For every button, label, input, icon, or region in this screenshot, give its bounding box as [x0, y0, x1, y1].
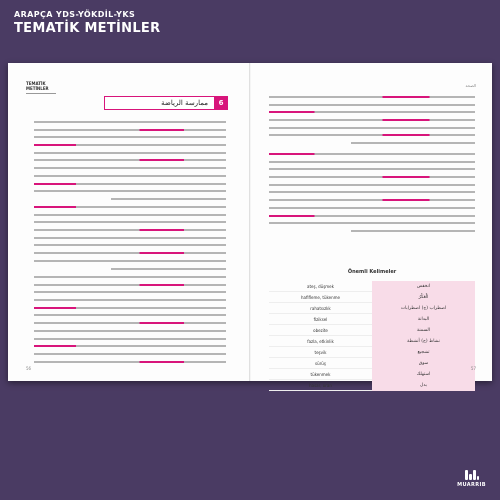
- left-page: [8, 63, 249, 381]
- publisher-logo: [457, 468, 486, 488]
- vocab-row: [269, 380, 475, 391]
- right-page-number: 57: [470, 366, 476, 371]
- badge-line-1: TEMATİK: [26, 81, 46, 86]
- open-book: [8, 63, 492, 388]
- vocab-arabic: بدل: [372, 380, 475, 391]
- vocab-row: [269, 281, 475, 292]
- vocab-arabic: الْعَكْرُ: [372, 292, 475, 303]
- series-badge: [26, 81, 56, 94]
- badge-line-2: METİNLER: [26, 86, 49, 91]
- vocab-row: [269, 336, 475, 347]
- section-title: ممارسة الرياضة: [161, 99, 208, 107]
- vocab-turkish: teşvik: [314, 349, 327, 355]
- vocab-row: [269, 369, 475, 380]
- publisher-name: MUARRIB: [457, 482, 486, 488]
- vocab-turkish: tükenmek: [310, 371, 331, 377]
- vocab-turkish: rahatsızlık: [310, 305, 331, 311]
- vocab-row: [269, 292, 475, 303]
- vocab-row: [269, 347, 475, 358]
- body-text-block-4: [269, 96, 475, 150]
- vocab-row: [269, 314, 475, 325]
- right-page: [251, 63, 492, 388]
- vocabulary-title: Önemli Kelimeler: [347, 269, 397, 275]
- vocab-row: [269, 325, 475, 336]
- body-text-block-2: [34, 206, 226, 275]
- vocab-row: [269, 358, 475, 369]
- vocab-arabic: استهلك: [372, 369, 475, 380]
- vocab-arabic: اضطراب (ج) اضطرابات: [372, 303, 475, 314]
- body-text-block-3: [34, 276, 226, 368]
- running-header: الصحة: [465, 83, 476, 88]
- left-page-number: 56: [26, 366, 32, 371]
- vocab-turkish: fazla, etkinlik: [307, 338, 334, 344]
- vocab-arabic: تشجيع: [372, 347, 475, 358]
- vocab-arabic: السمنة: [372, 325, 475, 336]
- vocab-arabic: انخفض: [372, 281, 475, 292]
- logo-icon: [465, 468, 479, 480]
- vocab-turkish: hafifleme, tükenme: [300, 294, 341, 300]
- section-header: [104, 96, 228, 110]
- vocab-arabic: سوق: [372, 358, 475, 369]
- section-number: 6: [214, 96, 228, 110]
- cover-header: [14, 10, 160, 36]
- vocab-turkish: hasar, oran: [309, 382, 332, 388]
- cover-title: TEMATİK METİNLER: [14, 21, 161, 36]
- vocab-arabic: نشاط (ج) أنشطة: [372, 336, 475, 347]
- body-text-block-1: [34, 121, 226, 206]
- vocab-row: [269, 303, 475, 314]
- body-text-block-5: [269, 153, 475, 238]
- vocab-turkish: fiziksel: [313, 316, 328, 322]
- cover-subtitle: ARAPÇA YDS-YÖKDİL-YKS: [14, 10, 136, 19]
- vocab-turkish: ateş, düşmek: [307, 283, 334, 289]
- vocab-turkish: obezite: [313, 327, 328, 333]
- vocab-turkish: sürüş: [315, 360, 326, 366]
- vocab-arabic: البدانة: [372, 314, 475, 325]
- vocabulary-table: [269, 269, 475, 391]
